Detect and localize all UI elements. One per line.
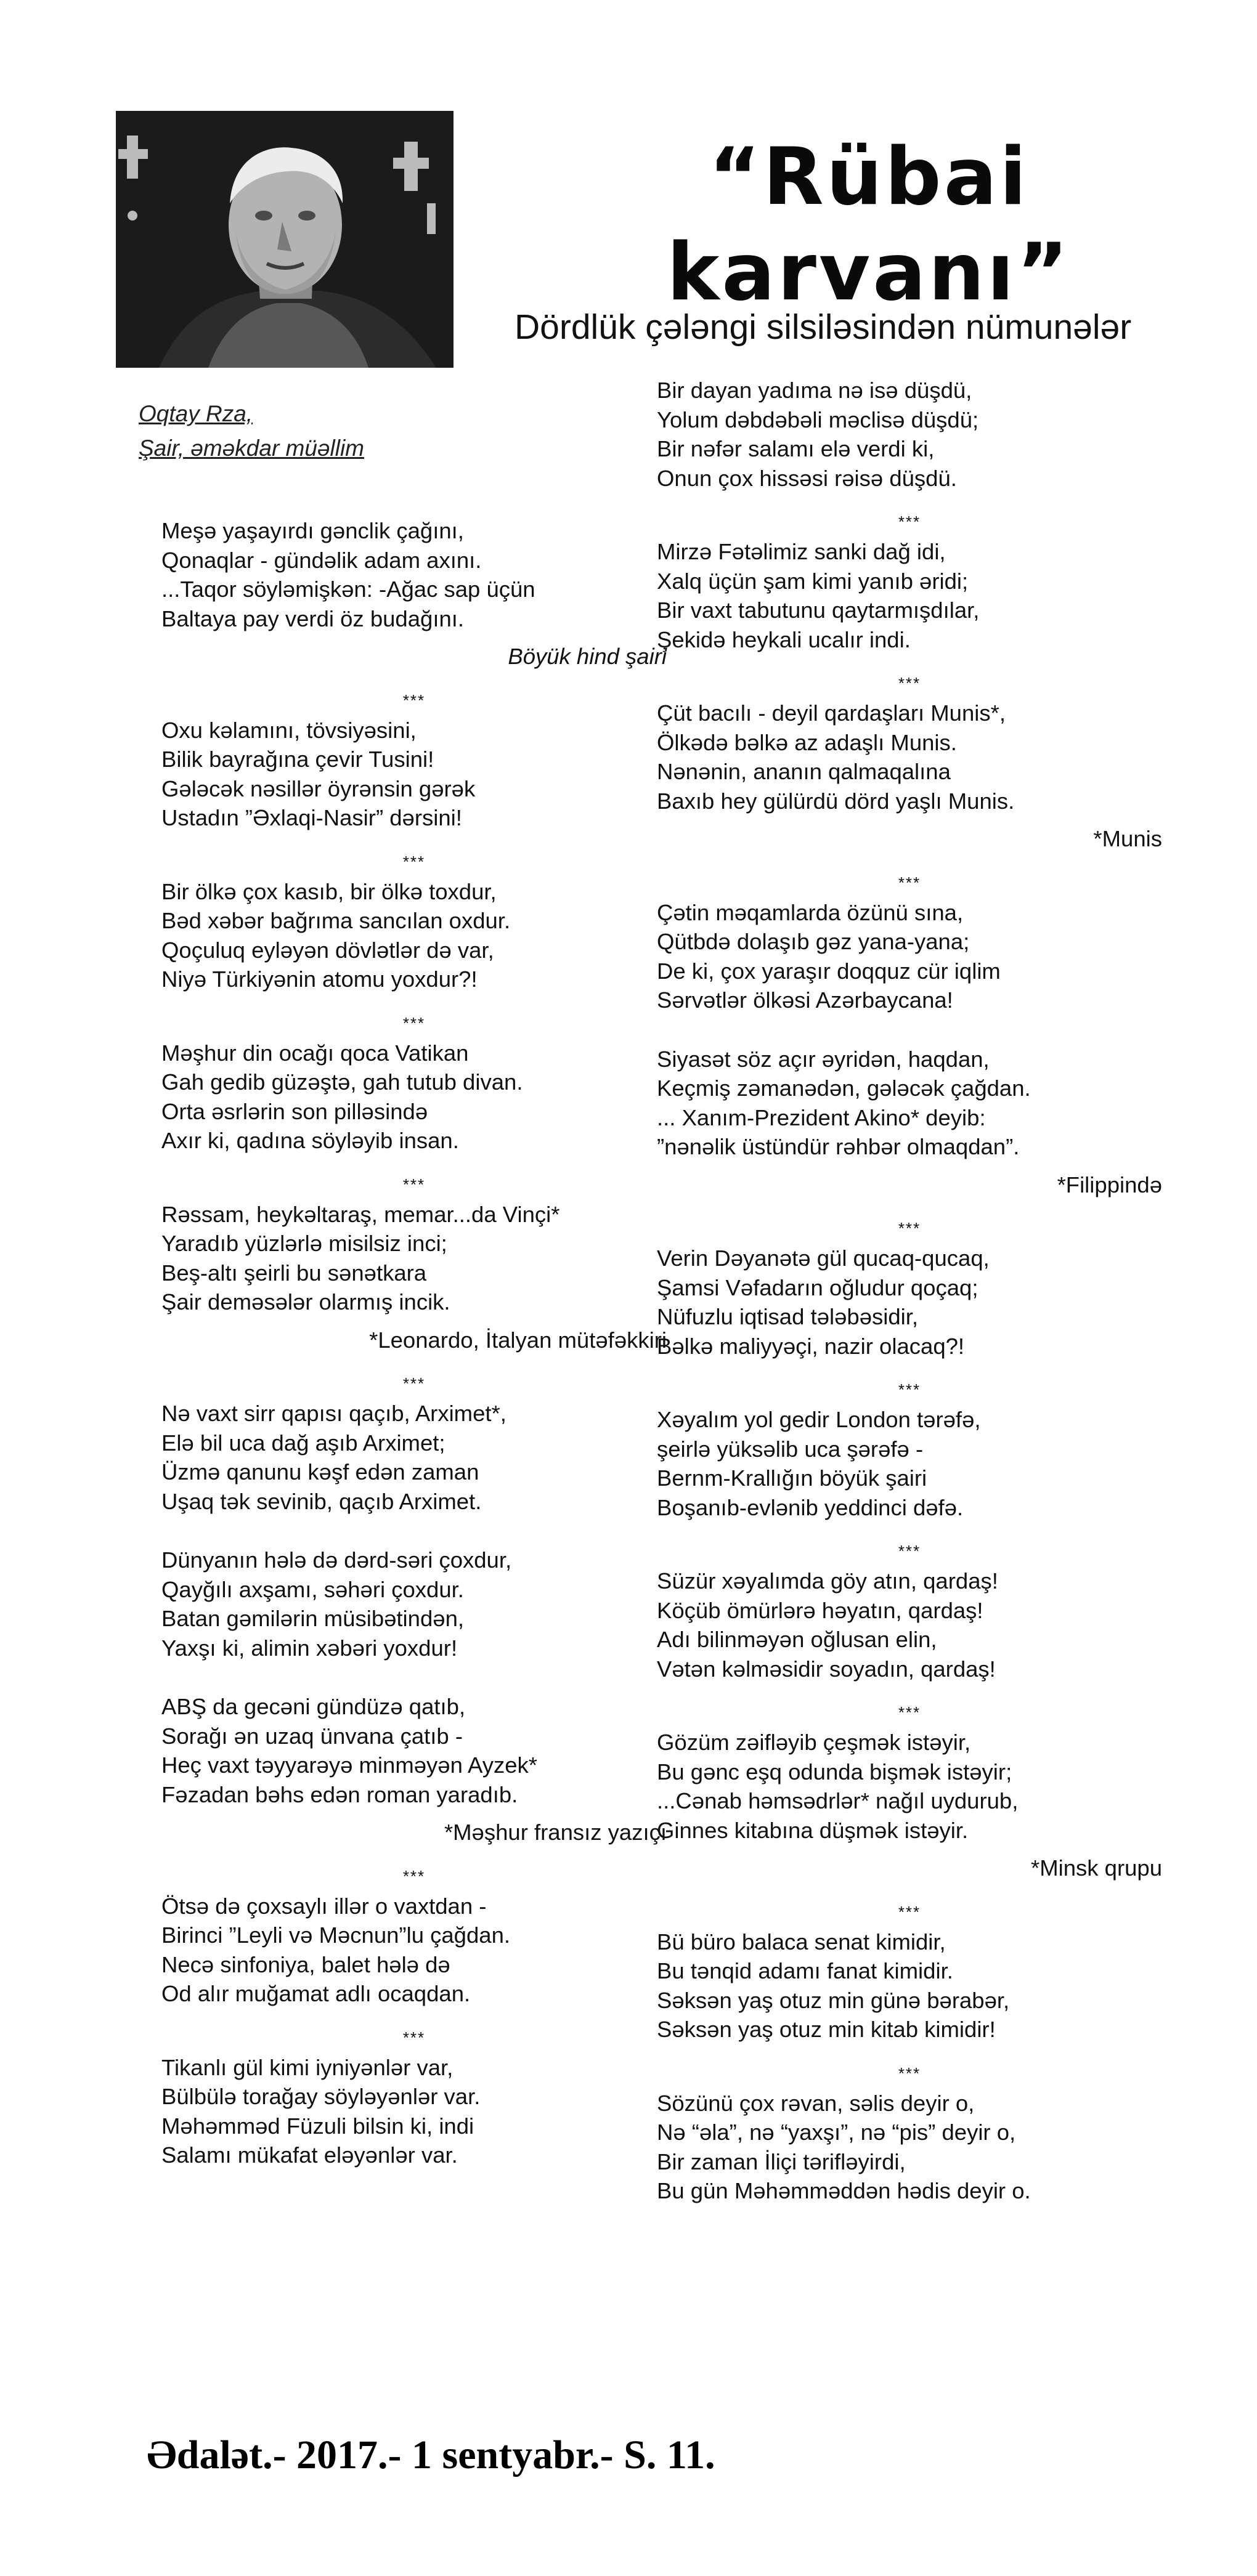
poem-line: Bernm-Krallığın böyük şairi — [657, 1465, 927, 1491]
poem-line: Siyasət söz açır əyridən, haqdan, — [657, 1046, 990, 1072]
poem-stanza — [657, 1566, 1162, 1683]
poem-line: Bəlkə maliyyəçi, nazir olacaq?! — [657, 1333, 965, 1359]
poem-stanza — [161, 1545, 667, 1663]
stanza-separator: *** — [898, 2064, 921, 2083]
poem-line: Bir ölkə çox kasıb, bir ölkə toxdur, — [161, 878, 497, 904]
poem-stanza — [657, 1927, 1162, 2044]
poem-line: Necə sinfoniya, balet hələ də — [161, 1951, 450, 1977]
poem-line: Üzmə qanunu kəşf edən zaman — [161, 1459, 479, 1484]
poem-line: De ki, çox yaraşır doqquz cür iqlim — [657, 958, 1001, 984]
poem-line: Gözüm zəifləyib çeşmək istəyir, — [657, 1730, 971, 1755]
poem-line: Şair deməsələr olarmış incik. — [161, 1289, 450, 1314]
poem-line: Baxıb hey gülürdü dörd yaşlı Munis. — [657, 788, 1015, 814]
poem-line: Elə bil uca dağ aşıb Arximet; — [161, 1430, 445, 1456]
poem-stanza — [161, 877, 667, 994]
poem-line: Salamı mükafat eləyənlər var. — [161, 2142, 458, 2168]
title-line-1: “Rübai — [709, 131, 1029, 223]
stanza-separator: *** — [402, 1866, 426, 1885]
poem-line: Gələcək nəsillər öyrənsin gərək — [161, 776, 476, 801]
poem-line: Qonaqlar - gündəlik adam axını. — [161, 547, 482, 573]
poem-line: Nə “əla”, nə “yaxşı”, nə “pis” deyir o, — [657, 2120, 1016, 2145]
poem-line: Tikanlı gül kimi iyniyənlər var, — [161, 2054, 454, 2080]
poem-line: Sözünü çox rəvan, səlis deyir o, — [657, 2090, 975, 2116]
poem-line: Verin Dəyanətə gül qucaq-qucaq, — [657, 1245, 990, 1271]
stanza-separator: *** — [402, 1175, 426, 1194]
stanza-separator: *** — [898, 873, 921, 892]
left-column — [161, 516, 667, 2170]
poem-stanza — [657, 1244, 1162, 1361]
poem-line: Bülbülə torağay söyləyənlər var. — [161, 2084, 481, 2109]
poem-line: Mirzə Fətəlimiz sanki dağ idi, — [657, 539, 946, 564]
poem-stanza — [161, 1039, 667, 1156]
poem-line: Ötsə də çoxsaylı illər o vaxtdan - — [161, 1893, 487, 1919]
poem-stanza — [657, 376, 1162, 493]
poem-line: Birinci ”Leyli və Məcnun”lu çağdan. — [161, 1922, 511, 1948]
right-column — [657, 376, 1162, 2206]
footnote: Böyük hind şairi — [508, 644, 667, 669]
stanza-separator: *** — [402, 2028, 426, 2047]
poem-stanza — [657, 2089, 1162, 2206]
title-line-2: karvanı” — [667, 227, 1071, 318]
portrait-image — [116, 111, 454, 368]
poem-line: Bü büro balaca senat kimidir, — [657, 1929, 946, 1954]
poem-stanza — [161, 1399, 667, 1516]
poem-line: Qütbdə dolaşıb gəz yana-yana; — [657, 929, 970, 954]
poem-line: Sorağı ən uzaq ünvana çatıb - — [161, 1723, 463, 1749]
stanza-separator: *** — [898, 1902, 921, 1921]
poem-line: Beş-altı şeirli bu sənətkara — [161, 1260, 427, 1286]
poem-line: Onun çox hissəsi rəisə düşdü. — [657, 465, 957, 491]
stanza-separator: *** — [402, 1374, 426, 1393]
poem-line: Süzür xəyalımda göy atın, qardaş! — [657, 1568, 998, 1594]
source-citation: Ədalət.- 2017.- 1 sentyabr.- S. 11. — [147, 2432, 715, 2477]
author-role: Şair, əməkdar müəllim — [139, 435, 365, 461]
poem-line: ...Taqor söyləmişkən: -Ağac sap üçün — [161, 577, 535, 602]
poem-line: Bir vaxt tabutunu qaytarmışdılar, — [657, 597, 980, 623]
poem-line: Niyə Türkiyənin atomu yoxdur?! — [161, 966, 478, 992]
poem-line: Bu gün Məhəmməddən hədis deyir o. — [657, 2178, 1031, 2203]
poem-line: Ölkədə bəlkə az adaşlı Munis. — [657, 729, 957, 755]
article-title — [616, 129, 1121, 320]
poem-line: Orta əsrlərin son pilləsində — [161, 1098, 428, 1124]
poem-line: Məhəmməd Füzuli bilsin ki, indi — [161, 2113, 474, 2139]
poem-line: Məşhur din ocağı qoca Vatikan — [161, 1040, 469, 1066]
poem-line: Çüt bacılı - deyil qardaşları Munis*, — [657, 700, 1006, 726]
poem-stanza — [161, 1692, 667, 1809]
poem-line: Batan gəmilərin müsibətindən, — [161, 1606, 465, 1631]
poem-line: şeirlə yüksəlib uca şərəfə - — [657, 1436, 924, 1462]
stanza-separator: *** — [898, 1703, 921, 1722]
poem-line: Fəzadan bəhs edən roman yaradıb. — [161, 1781, 518, 1807]
stanza-separator: *** — [402, 1013, 426, 1032]
poem-stanza — [657, 699, 1162, 816]
poem-line: Adı bilinməyən oğlusan elin, — [657, 1627, 937, 1652]
poem-line: Gah gedib güzəştə, gah tutub divan. — [161, 1069, 523, 1095]
author-photo — [116, 111, 454, 368]
poem-stanza — [657, 1405, 1162, 1522]
poem-line: Bir nəfər salamı elə verdi ki, — [657, 436, 935, 461]
footnote: *Məşhur fransız yazıçı — [444, 1820, 667, 1845]
poem-stanza — [161, 1892, 667, 2009]
poem-line: Oxu kəlamını, tövsiyəsini, — [161, 717, 417, 743]
author-name: Oqtay Rza, — [139, 401, 253, 426]
poem-line: Bu gənc eşq odunda bişmək istəyir; — [657, 1759, 1012, 1784]
poem-line: Dünyanın hələ də dərd-səri çoxdur, — [161, 1547, 512, 1573]
poem-line: Axır ki, qadına söyləyib insan. — [161, 1128, 459, 1153]
stanza-separator: *** — [898, 1380, 921, 1399]
poem-stanza — [657, 537, 1162, 654]
poem-line: Nənənin, ananın qalmaqalına — [657, 759, 951, 784]
footnote: *Minsk qrupu — [1030, 1855, 1162, 1881]
stanza-separator: *** — [898, 512, 921, 531]
poem-stanza — [161, 516, 667, 633]
poem-line: Keçmiş zəmanədən, gələcək çağdan. — [657, 1075, 1031, 1101]
poem-line: Səksən yaş otuz min günə bərabər, — [657, 1987, 1010, 2013]
poem-line: Xəyalım yol gedir London tərəfə, — [657, 1407, 981, 1432]
article-subtitle: Dördlük çələngi silsiləsindən nümunələr — [515, 307, 1132, 347]
poem-stanza — [161, 1200, 667, 1317]
poem-line: Bilik bayrağına çevir Tusini! — [161, 747, 434, 772]
poem-line: Rəssam, heykəltaraş, memar...da Vinçi* — [161, 1201, 560, 1227]
poem-line: Heç vaxt təyyarəyə minməyən Ayzek* — [161, 1752, 537, 1778]
poem-line: Bəd xəbər bağrıma sancılan oxdur. — [161, 908, 511, 933]
poem-line: Qoçuluq eyləyən dövlətlər də var, — [161, 937, 494, 963]
poem-line: Yaradıb yüzlərlə misilsiz inci; — [161, 1231, 447, 1256]
poem-stanza — [657, 898, 1162, 1015]
poem-line: Ginnes kitabına düşmək istəyir. — [657, 1817, 969, 1843]
poem-line: Bir dayan yadıma nə isə düşdü, — [657, 378, 972, 403]
poem-line: Uşaq tək sevinib, qaçıb Arximet. — [161, 1488, 482, 1514]
footnote: *Filippində — [1057, 1172, 1162, 1197]
poem-line: Köçüb ömürlərə həyatın, qardaş! — [657, 1597, 983, 1623]
poem-line: Baltaya pay verdi öz budağını. — [161, 606, 465, 631]
poem-line: Sərvətlər ölkəsi Azərbaycana! — [657, 987, 953, 1013]
stanza-separator: *** — [898, 1542, 921, 1560]
poem-stanza — [161, 2053, 667, 2170]
poem-line: ... Xanım-Prezident Akino* deyib: — [657, 1104, 986, 1130]
stanza-separator: *** — [898, 674, 921, 692]
poem-stanza — [657, 1045, 1162, 1162]
poem-line: ”nənəlik üstündür rəhbər olmaqdan”. — [657, 1134, 1020, 1159]
poem-line: Çətin məqamlarda özünü sına, — [657, 899, 964, 925]
stanza-separator: *** — [402, 691, 426, 710]
poem-line: Bu tənqid adamı fanat kimidir. — [657, 1958, 953, 1983]
poem-line: Şamsi Vəfadarın oğludur qoçaq; — [657, 1274, 978, 1300]
poem-stanza — [657, 1728, 1162, 1845]
poem-line: Nə vaxt sirr qapısı qaçıb, Arximet*, — [161, 1401, 506, 1426]
poem-stanza — [161, 716, 667, 833]
poem-line: Yolum dəbdəbəli məclisə düşdü; — [657, 407, 979, 432]
footnote: *Munis — [1093, 826, 1162, 851]
poem-line: Qayğılı axşamı, səhəri çoxdur. — [161, 1576, 464, 1602]
poem-line: Boşanıb-evlənib yeddinci dəfə. — [657, 1494, 964, 1520]
poem-line: ABŞ da gecəni gündüzə qatıb, — [161, 1694, 466, 1719]
poem-line: Yaxşı ki, alimin xəbəri yoxdur! — [161, 1635, 458, 1661]
poem-line: Meşə yaşayırdı gənclik çağını, — [161, 518, 464, 543]
poem-line: Səksən yaş otuz min kitab kimidir! — [657, 2017, 996, 2042]
poem-line: Bir zaman İliçi tərifləyirdi, — [657, 2149, 906, 2174]
stanza-separator: *** — [402, 852, 426, 871]
author-byline — [139, 397, 364, 466]
footnote: *Leonardo, İtalyan mütəfəkkiri — [369, 1327, 667, 1353]
poem-line: Vətən kəlməsidir soyadın, qardaş! — [657, 1656, 996, 1682]
poem-line: Ustadın ”Əxlaqi-Nasir” dərsini! — [161, 805, 462, 830]
poem-line: Şekidə heykali ucalır indi. — [657, 626, 911, 652]
poem-line: Nüfuzlu iqtisad tələbəsidir, — [657, 1304, 919, 1329]
poem-line: ...Cənab həmsədrlər* nağıl uydurub, — [657, 1788, 1019, 1813]
poem-line: Xalq üçün şam kimi yanıb əridi; — [657, 568, 969, 594]
stanza-separator: *** — [898, 1219, 921, 1237]
poem-line: Od alır muğamat adlı ocaqdan. — [161, 1981, 471, 2006]
